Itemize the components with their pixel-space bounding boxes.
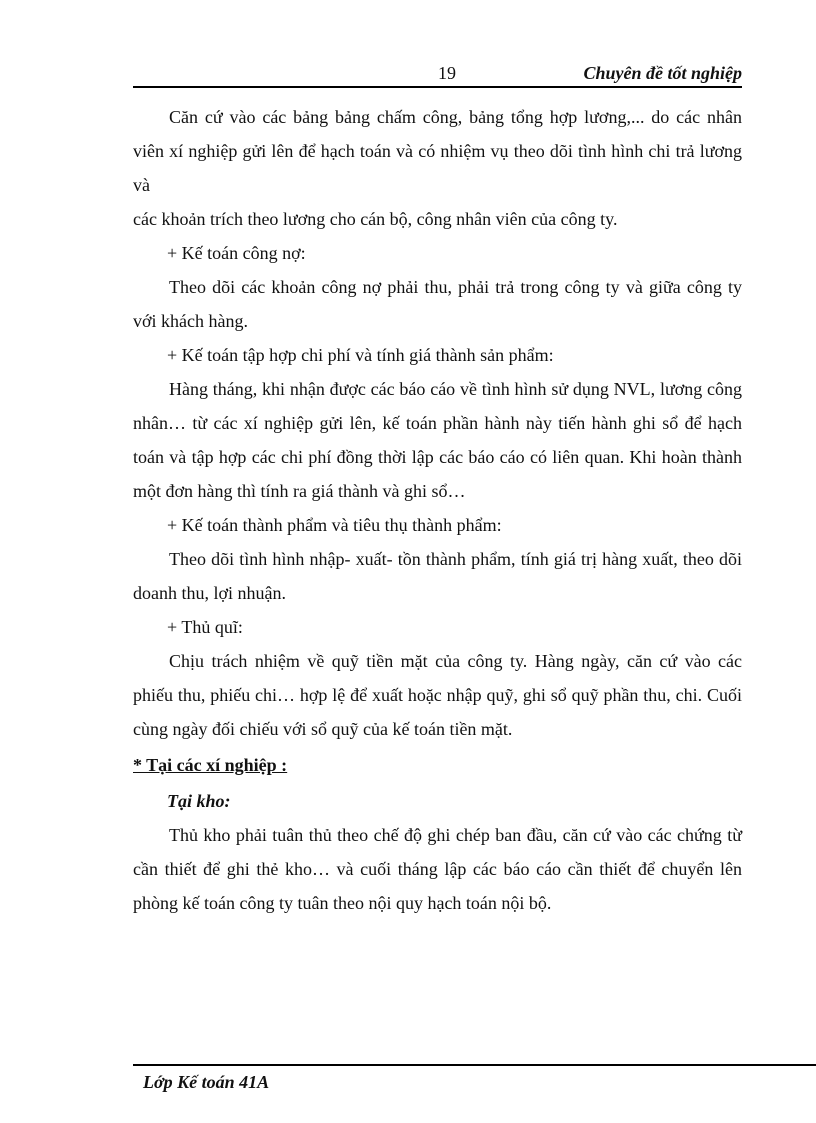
- page-number: 19: [438, 63, 456, 83]
- paragraph-cong-no: Theo dõi các khoản công nợ phải thu, phải trả trong công ty và giữa công ty với khách hàng.: [133, 277, 742, 331]
- paragraph-thanh-pham: Theo dõi tình hình nhập- xuất- tồn thành phẩm, tính giá trị hàng xuất, theo dõi doanh thu, lợi nhuận.: [133, 549, 742, 603]
- document-title: Chuyên đề tốt nghiệp: [583, 63, 742, 83]
- paragraph-thu-quy: Chịu trách nhiệm về quỹ tiền mặt của công ty. Hàng ngày, căn cứ vào các phiếu thu, phiếu chi… hợp lệ để xuất hoặc nhập quỹ, ghi sổ quỹ phần thu, chi. Cuối cùng ngày đối chiếu với sổ quỹ của kế toán tiền mặt.: [133, 651, 742, 739]
- heading-ke-toan-chi-phi: + Kế toán tập hợp chi phí và tính giá thành sản phẩm:: [167, 345, 554, 365]
- document-body: [133, 100, 742, 920]
- paragraph-luong-continued: các khoản trích theo lương cho cán bộ, công nhân viên của công ty.: [133, 209, 618, 229]
- footer-class-label: Lớp Kế toán 41A: [143, 1072, 270, 1092]
- heading-ke-toan-thanh-pham: + Kế toán thành phẩm và tiêu thụ thành phẩm:: [167, 515, 502, 535]
- header-divider: [133, 86, 742, 88]
- footer-divider: [133, 1064, 816, 1066]
- subheading-tai-kho: Tại kho:: [167, 791, 231, 811]
- paragraph-luong: Căn cứ vào các bảng bảng chấm công, bảng tổng hợp lương,... do các nhân viên xí nghiệp gửi lên để hạch toán và có nhiệm vụ theo dõi tình hình chi trả lương và: [133, 107, 742, 195]
- section-heading-xi-nghiep: * Tại các xí nghiệp :: [133, 755, 288, 775]
- heading-thu-quy: + Thủ quĩ:: [167, 617, 243, 637]
- heading-ke-toan-cong-no: + Kế toán công nợ:: [167, 243, 306, 263]
- paragraph-chi-phi: Hàng tháng, khi nhận được các báo cáo về tình hình sử dụng NVL, lương công nhân… từ các xí nghiệp gửi lên, kế toán phần hành này tiến hành ghi sổ để hạch toán và tập hợp các chi phí đồng thời lập các báo cáo có liên quan. Khi hoàn thành một đơn hàng thì tính ra giá thành và ghi sổ…: [133, 379, 742, 501]
- page-header: [133, 60, 742, 86]
- paragraph-tai-kho: Thủ kho phải tuân thủ theo chế độ ghi chép ban đầu, căn cứ vào các chứng từ cần thiết để ghi thẻ kho… và cuối tháng lập các báo cáo cần thiết để chuyển lên phòng kế toán công ty tuân theo nội quy hạch toán nội bộ.: [133, 825, 742, 913]
